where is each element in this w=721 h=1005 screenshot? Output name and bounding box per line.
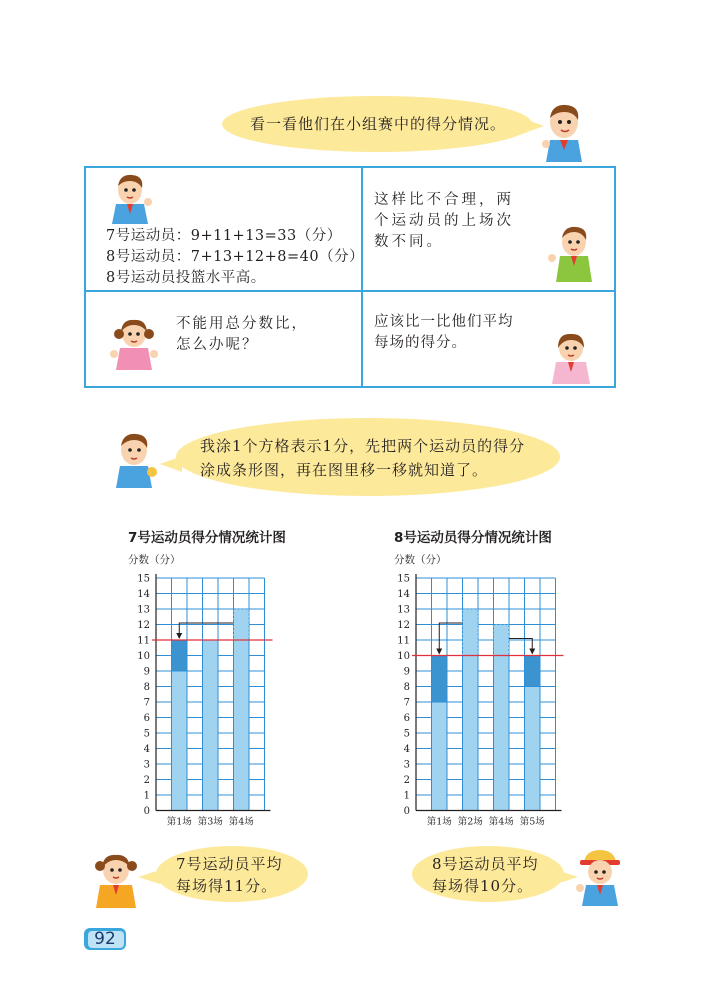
chart1-title: 7号运动员得分情况统计图	[128, 530, 286, 546]
chart2-ytick-label: 1	[403, 790, 410, 802]
chart2-category-label: 第1场	[426, 816, 452, 828]
chart2-ytick-label: 5	[403, 728, 410, 740]
middle-bubble-tail	[160, 456, 182, 472]
bottom-left-bubble-tail	[138, 870, 160, 884]
boy-figure-top	[540, 100, 588, 162]
chart2-bar	[525, 687, 541, 811]
chart1-ytick-label: 6	[143, 713, 150, 724]
chart2-ytick-label: 14	[397, 589, 410, 600]
chart1-bar-excess	[234, 609, 250, 640]
chart2-bar	[463, 656, 479, 811]
chart1-ytick-label: 14	[137, 589, 150, 600]
boy-figure-bottom-right	[574, 848, 624, 906]
chart1-ytick-label: 11	[137, 635, 150, 647]
chart1-ytick-label: 15	[137, 573, 150, 585]
chart2-ytick-label: 4	[403, 744, 410, 755]
girl-figure-bottom-left	[88, 850, 144, 908]
chart1-category-label: 第3场	[197, 816, 223, 828]
chart2-move-arrowhead	[529, 649, 535, 655]
chart1-category-label: 第1场	[166, 816, 192, 828]
cell2-line1: 这样比不合理，两	[374, 192, 514, 208]
chart2-move-arrowhead	[436, 649, 442, 655]
chart1-ytick-label: 8	[143, 682, 150, 693]
chart2-title: 8号运动员得分情况统计图	[394, 530, 552, 546]
chart2-ytick-label: 0	[403, 806, 410, 817]
chart1-ytick-label: 5	[143, 728, 150, 740]
chart1-ytick-label: 12	[137, 620, 150, 631]
chart2-ytick-label: 7	[403, 697, 410, 709]
chart2-category-label: 第4场	[488, 816, 514, 828]
cell1-line2: 8号运动员：7+13+12+8=40（分）	[106, 249, 365, 265]
cell4-line2: 每场的得分。	[374, 335, 467, 351]
middle-bubble-line1: 我涂1个方格表示1分，先把两个运动员的得分	[200, 437, 526, 455]
girl-figure-cell4	[546, 328, 596, 384]
chart2-category-label: 第5场	[519, 816, 545, 828]
chart2-svg	[380, 568, 570, 838]
boy-figure-cell2	[546, 222, 596, 282]
chart1-ylabel: 分数（分）	[128, 554, 181, 566]
chart1-ytick-label: 9	[143, 666, 150, 678]
chart2-ytick-label: 8	[403, 682, 410, 693]
cell4-line1: 应该比一比他们平均	[374, 314, 514, 330]
chart1-ytick-label: 13	[137, 604, 150, 616]
chart2-category-label: 第2场	[457, 816, 483, 828]
chart1-category-label: 第4场	[228, 816, 254, 828]
top-bubble-text: 看一看他们在小组赛中的得分情况。	[250, 115, 507, 133]
bottom-left-bubble-line2: 每场得11分。	[176, 877, 278, 895]
chart2-bar-moved	[525, 656, 541, 687]
chart1-ytick-label: 4	[143, 744, 150, 755]
cell1-line3: 8号运动员投篮水平高。	[106, 270, 266, 286]
bottom-right-bubble-line1: 8号运动员平均	[432, 855, 539, 873]
chart1-bar	[172, 671, 188, 811]
middle-bubble-line2: 涂成条形图，再在图里移一移就知道了。	[200, 461, 489, 479]
cell1-line1: 7号运动员：9+11+13=33（分）	[106, 228, 342, 244]
table-horizontal-divider	[86, 290, 614, 292]
chart2-move-arrow	[439, 623, 462, 654]
chart2-bar-moved	[432, 656, 448, 703]
table-vertical-divider	[361, 168, 363, 386]
bottom-right-bubble-line2: 每场得10分。	[432, 877, 534, 895]
chart2-bar-excess	[463, 609, 479, 656]
cell2-line3: 数不同。	[374, 234, 444, 250]
chart1-ytick-label: 3	[143, 759, 150, 771]
cell3-line1: 不能用总分数比，	[176, 316, 308, 332]
chart2-ytick-label: 3	[403, 759, 410, 771]
chart1-ytick-label: 0	[143, 806, 150, 817]
bottom-left-bubble-line1: 7号运动员平均	[176, 855, 283, 873]
chart2-ytick-label: 12	[397, 620, 410, 631]
girl-figure-cell3	[108, 314, 160, 370]
chart1-bar	[203, 640, 219, 811]
chart2-ytick-label: 6	[403, 713, 410, 724]
boy-figure-middle	[112, 430, 160, 488]
chart2-bar	[494, 656, 510, 811]
chart2-bar	[432, 702, 448, 811]
chart2-ytick-label: 9	[403, 666, 410, 678]
chart1-bar	[234, 640, 250, 811]
chart2-ytick-label: 10	[397, 651, 410, 662]
chart1-svg	[120, 568, 290, 838]
chart2-ytick-label: 2	[403, 775, 410, 786]
boy-figure-cell1	[108, 172, 154, 224]
cell2-line2: 个运动员的上场次	[374, 213, 514, 229]
chart1-ytick-label: 7	[143, 697, 150, 709]
chart1-bar-moved	[172, 640, 188, 671]
chart2-ytick-label: 15	[397, 573, 410, 585]
chart1-move-arrowhead	[176, 633, 182, 639]
chart2-move-arrow	[509, 638, 532, 653]
chart1-ytick-label: 10	[137, 651, 150, 662]
chart1-ytick-label: 2	[143, 775, 150, 786]
page-number: 92	[94, 929, 116, 949]
chart2-ytick-label: 13	[397, 604, 410, 616]
chart1-ytick-label: 1	[143, 790, 150, 802]
chart2-bar-excess	[494, 625, 510, 656]
chart2-ylabel: 分数（分）	[394, 554, 447, 566]
chart2-ytick-label: 11	[397, 635, 410, 647]
cell3-line2: 怎么办呢？	[176, 337, 259, 353]
